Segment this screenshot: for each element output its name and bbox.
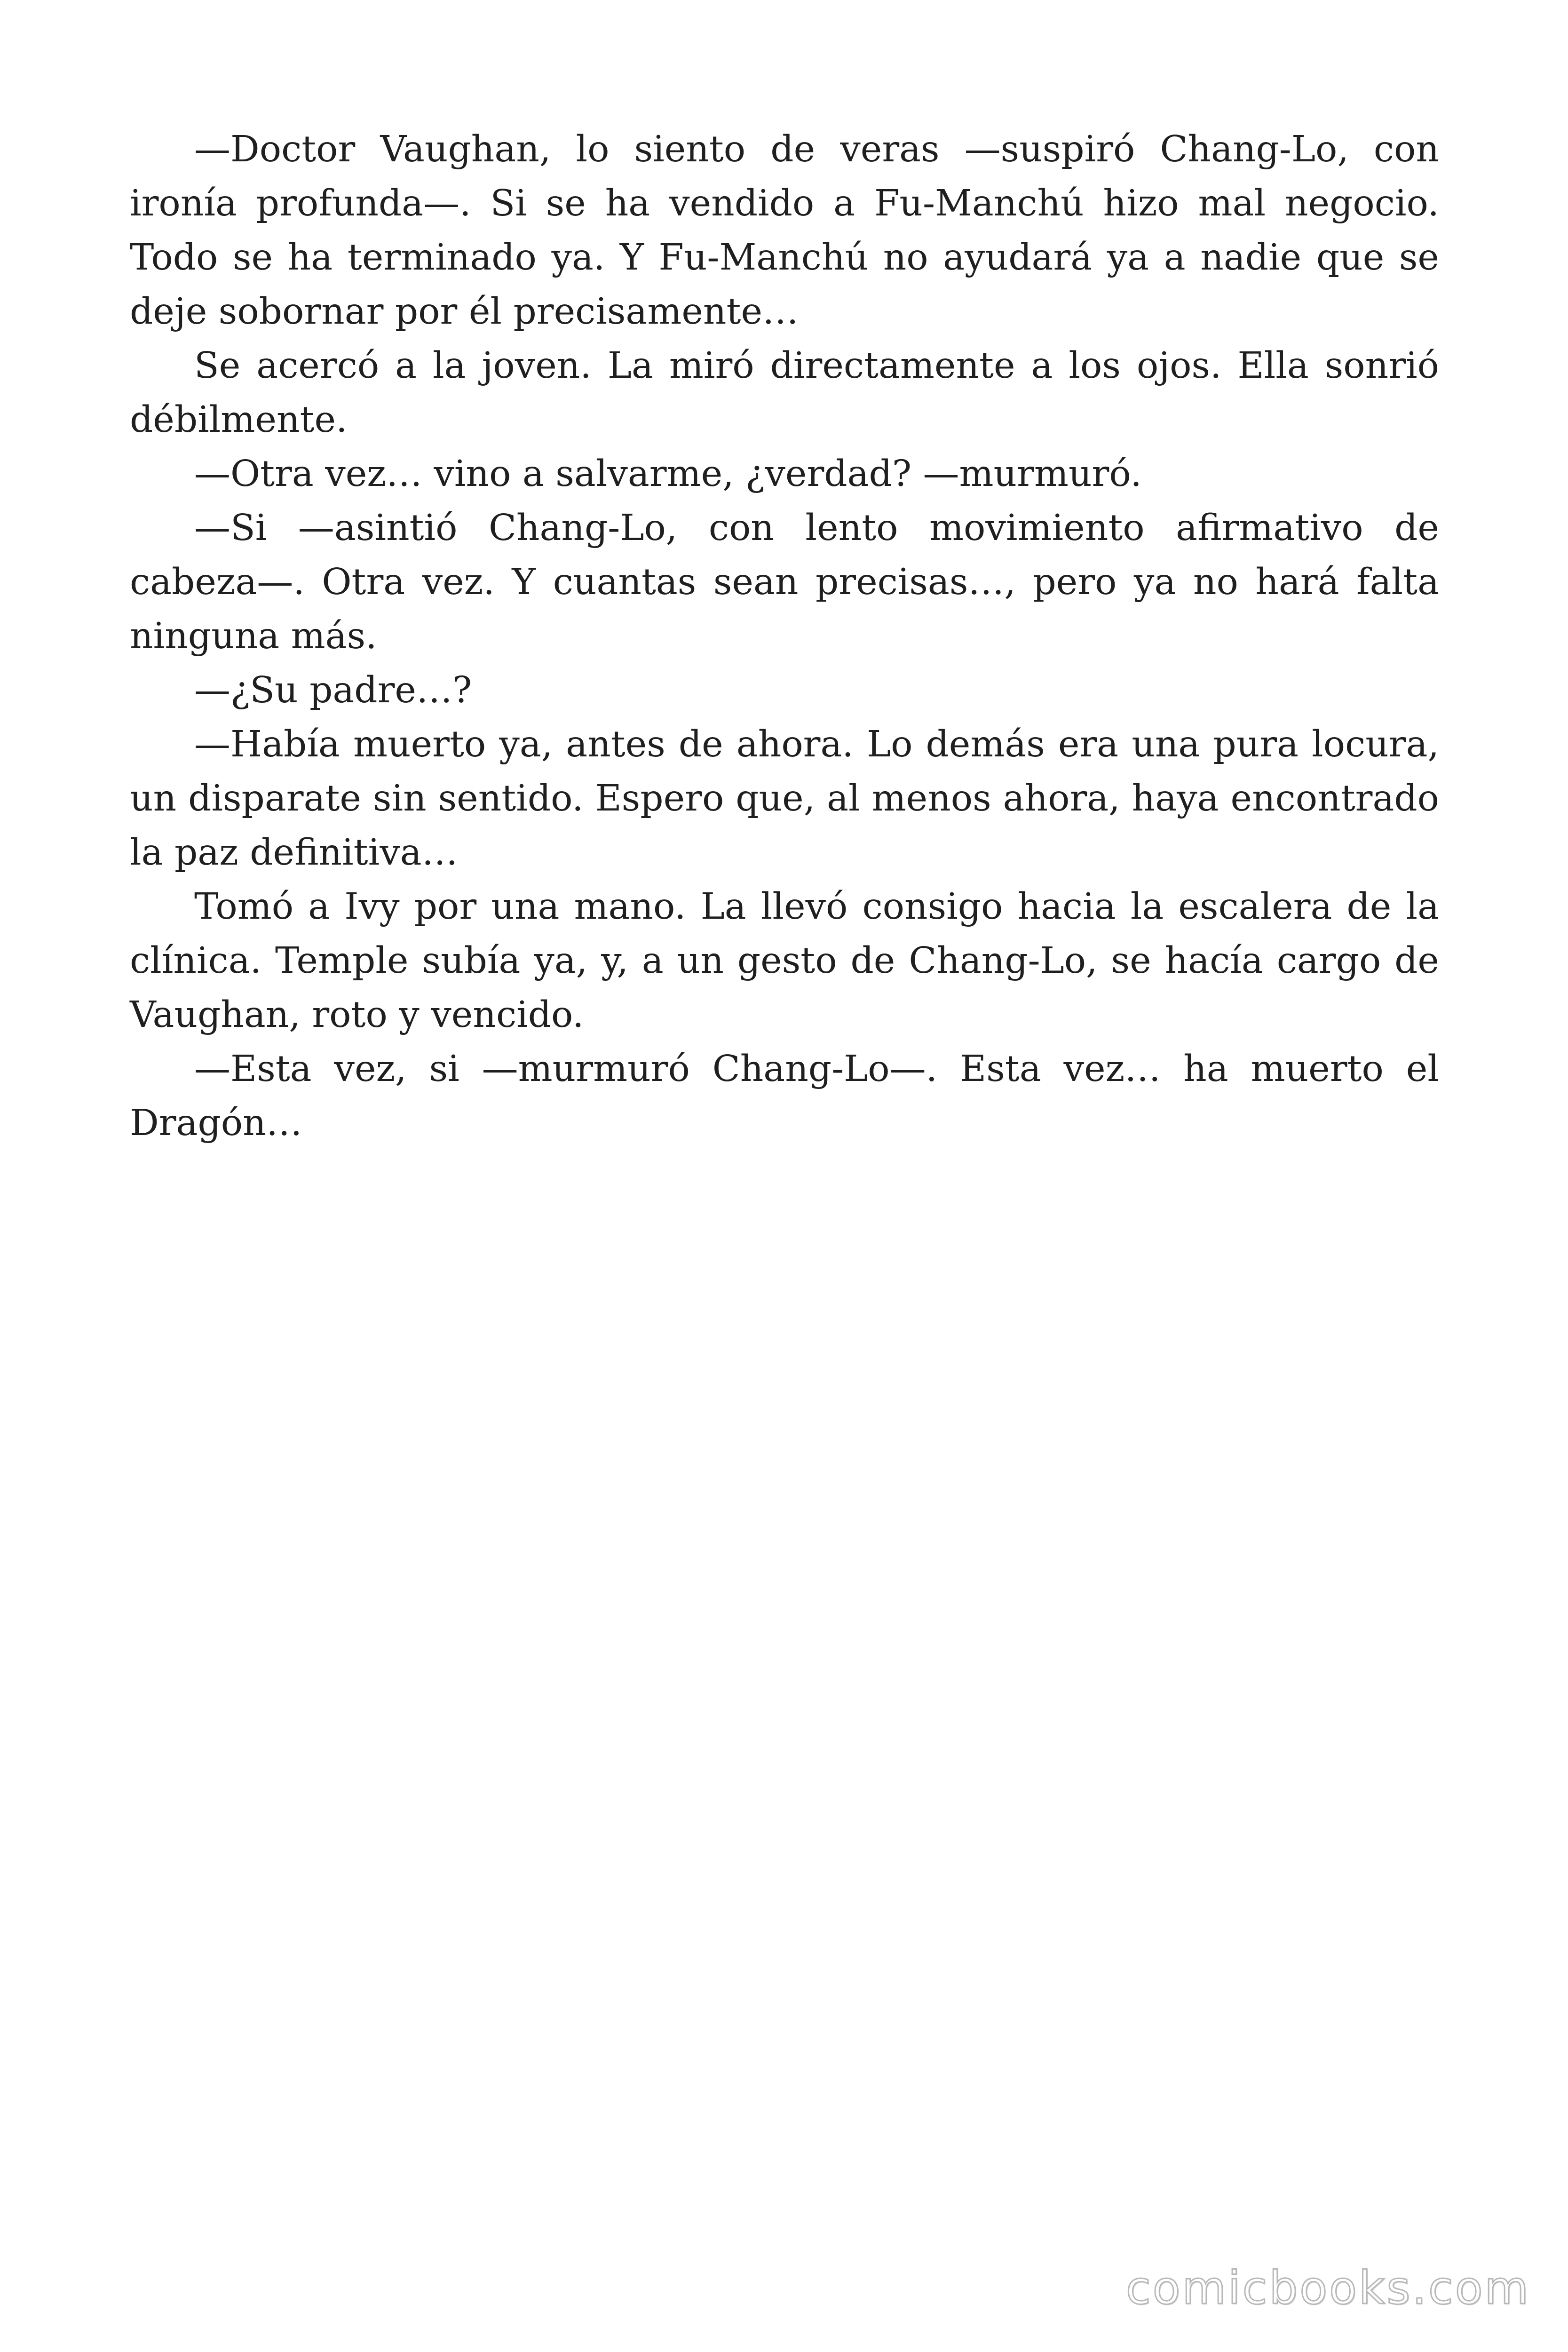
paragraph: —Otra vez… vino a salvarme, ¿verdad? —murmuró.	[194, 453, 1142, 495]
paragraph: —¿Su padre…?	[194, 669, 472, 711]
paragraph: Tomó a Ivy por una mano. La llevó consigo hacia la escalera de la clínica. Temple subía ya, y, a un gesto de Chang-Lo, se hacía cargo de Vaughan, roto y vencido.	[130, 886, 1439, 1036]
paragraph: —Había muerto ya, antes de ahora. Lo demás era una pura locura, un disparate sin sentido. Espero que, al menos ahora, haya encontrado la paz definitiva…	[130, 723, 1439, 874]
body-text	[130, 122, 1439, 1150]
paragraph: —Doctor Vaughan, lo siento de veras —suspiró Chang-Lo, con ironía profunda—. Si se ha vendido a Fu-Manchú hizo mal negocio. Todo se ha terminado ya. Y Fu-Manchú no ayudará ya a nadie que se deje sobornar por él precisamente…	[130, 128, 1439, 333]
paragraph: —Esta vez, si —murmuró Chang-Lo—. Esta vez… ha muerto el Dragón…	[130, 1048, 1439, 1144]
watermark: comicbooks.com	[1125, 2262, 1530, 2314]
paragraph: —Si —asintió Chang-Lo, con lento movimiento afirmativo de cabeza—. Otra vez. Y cuantas sean precisas…, pero ya no hará falta ninguna más.	[130, 507, 1439, 657]
paragraph: Se acercó a la joven. La miró directamente a los ojos. Ella sonrió débilmente.	[130, 345, 1439, 441]
